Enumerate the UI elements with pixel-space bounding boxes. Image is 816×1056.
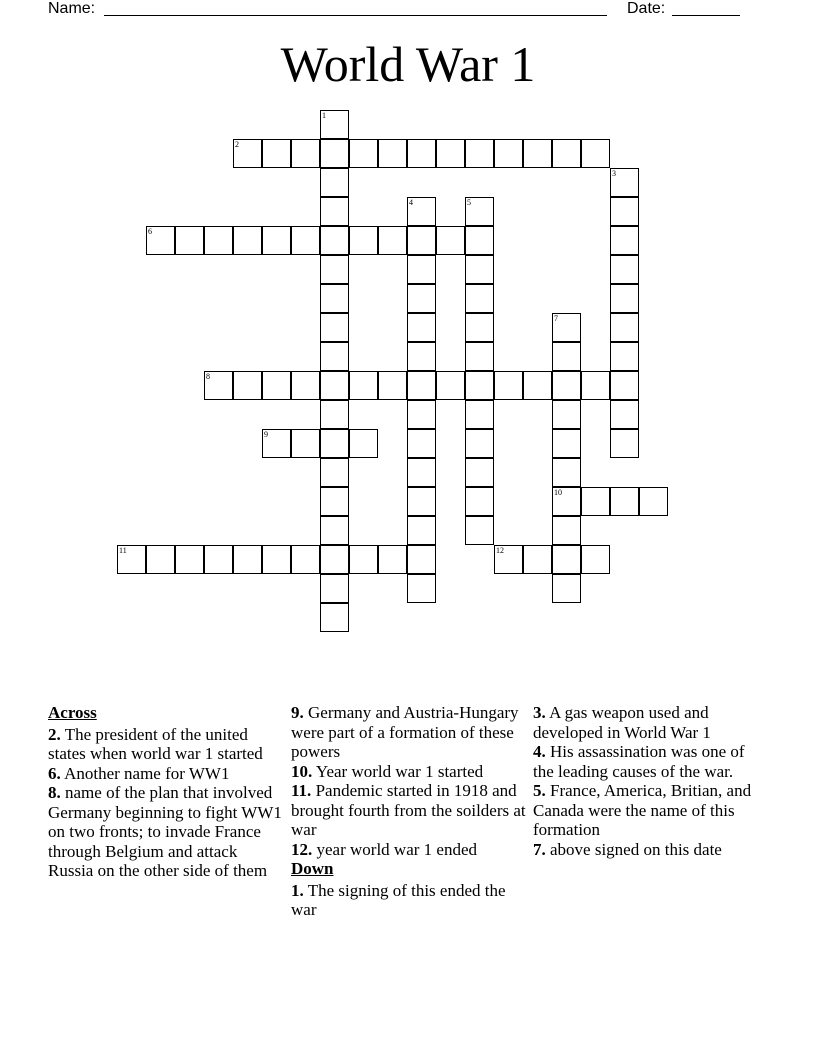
clue-number-label: 3 bbox=[612, 169, 616, 178]
clue-across-9 bbox=[291, 703, 527, 762]
clue-number-label: 9 bbox=[264, 430, 268, 439]
clue-number: 2. bbox=[48, 724, 61, 744]
clue-number: 11. bbox=[291, 781, 312, 800]
crossword-cell[interactable] bbox=[320, 139, 349, 168]
clue-number: 12. bbox=[291, 839, 313, 859]
crossword-cell[interactable] bbox=[233, 226, 262, 255]
clue-number-label: 7 bbox=[554, 314, 558, 323]
clue-across-2 bbox=[48, 725, 284, 764]
crossword-cell[interactable] bbox=[378, 226, 407, 255]
clue-number-label: 11 bbox=[119, 546, 127, 555]
crossword-cell[interactable] bbox=[494, 371, 523, 400]
crossword-cell[interactable] bbox=[175, 226, 204, 255]
crossword-cell[interactable] bbox=[407, 342, 436, 371]
crossword-cell[interactable] bbox=[465, 342, 494, 371]
crossword-cell[interactable] bbox=[320, 429, 349, 458]
crossword-cell[interactable] bbox=[407, 458, 436, 487]
crossword-cell[interactable] bbox=[610, 255, 639, 284]
crossword-cell[interactable] bbox=[407, 226, 436, 255]
crossword-cell[interactable] bbox=[262, 226, 291, 255]
crossword-cell[interactable] bbox=[233, 545, 262, 574]
crossword-cell[interactable] bbox=[349, 371, 378, 400]
clue-number: 8. bbox=[48, 783, 61, 802]
crossword-cell[interactable] bbox=[320, 342, 349, 371]
crossword-cell[interactable] bbox=[407, 574, 436, 603]
clue-across-12 bbox=[291, 840, 527, 860]
clue-number-label: 10 bbox=[554, 488, 562, 497]
clue-across-10 bbox=[291, 762, 527, 782]
clue-across-8 bbox=[48, 783, 284, 881]
clue-number-label: 1 bbox=[322, 111, 326, 120]
crossword-cell[interactable] bbox=[349, 429, 378, 458]
crossword-cell[interactable] bbox=[320, 516, 349, 545]
down-heading: Down bbox=[291, 859, 334, 878]
crossword-cell[interactable] bbox=[262, 545, 291, 574]
crossword-cell[interactable] bbox=[349, 139, 378, 168]
crossword-cell[interactable] bbox=[233, 371, 262, 400]
crossword-cell[interactable] bbox=[407, 313, 436, 342]
crossword-cell[interactable] bbox=[436, 139, 465, 168]
crossword-cell[interactable] bbox=[523, 371, 552, 400]
crossword-cell[interactable] bbox=[610, 487, 639, 516]
crossword-cell[interactable] bbox=[407, 371, 436, 400]
crossword-cell[interactable] bbox=[610, 197, 639, 226]
crossword-cell[interactable] bbox=[465, 458, 494, 487]
crossword-cell[interactable] bbox=[465, 284, 494, 313]
crossword-cell[interactable] bbox=[552, 139, 581, 168]
crossword-cell[interactable] bbox=[494, 139, 523, 168]
name-label: Name: bbox=[48, 0, 96, 17]
clue-text: name of the plan that involved Germany beginning to fight WW1 on two fronts; to invade France through Belgium and attack Russia on the other side of them bbox=[48, 783, 282, 880]
crossword-cell[interactable] bbox=[581, 545, 610, 574]
crossword-cell[interactable] bbox=[610, 313, 639, 342]
crossword-cell[interactable] bbox=[320, 458, 349, 487]
crossword-cell[interactable] bbox=[465, 400, 494, 429]
crossword-cell[interactable] bbox=[320, 226, 349, 255]
clue-number-label: 5 bbox=[467, 198, 471, 207]
crossword-cell[interactable] bbox=[436, 226, 465, 255]
clues-column-1 bbox=[48, 703, 284, 881]
crossword-cell[interactable] bbox=[552, 313, 581, 342]
crossword-cell[interactable] bbox=[320, 487, 349, 516]
clue-number: 3. bbox=[533, 703, 546, 722]
crossword-cell[interactable] bbox=[262, 429, 291, 458]
crossword-cell[interactable] bbox=[320, 313, 349, 342]
clue-text: The signing of this ended the war bbox=[291, 880, 506, 919]
crossword-cell[interactable] bbox=[204, 226, 233, 255]
crossword-cell[interactable] bbox=[262, 139, 291, 168]
clue-number: 1. bbox=[291, 880, 304, 900]
clue-text: Year world war 1 started bbox=[315, 761, 484, 781]
crossword-cell[interactable] bbox=[552, 516, 581, 545]
crossword-cell[interactable] bbox=[291, 139, 320, 168]
crossword-cell[interactable] bbox=[378, 545, 407, 574]
crossword-cell[interactable] bbox=[581, 487, 610, 516]
clue-number-label: 12 bbox=[496, 546, 504, 555]
crossword-cell[interactable] bbox=[610, 168, 639, 197]
crossword-cell[interactable] bbox=[407, 284, 436, 313]
crossword-cell[interactable] bbox=[465, 487, 494, 516]
crossword-cell[interactable] bbox=[233, 139, 262, 168]
clue-text: Another name for WW1 bbox=[64, 763, 230, 783]
crossword-cell[interactable] bbox=[204, 371, 233, 400]
crossword-cell[interactable] bbox=[407, 429, 436, 458]
crossword-cell[interactable] bbox=[552, 371, 581, 400]
clue-number: 9. bbox=[291, 703, 304, 722]
crossword-cell[interactable] bbox=[407, 545, 436, 574]
crossword-cell[interactable] bbox=[523, 545, 552, 574]
clue-text: His assassination was one of the leading causes of the war. bbox=[533, 742, 745, 781]
clue-down-1 bbox=[291, 881, 527, 920]
clues-column-2 bbox=[291, 703, 527, 920]
crossword-cell[interactable] bbox=[552, 342, 581, 371]
crossword-cell[interactable] bbox=[320, 545, 349, 574]
crossword-cell[interactable] bbox=[552, 429, 581, 458]
crossword-cell[interactable] bbox=[639, 487, 668, 516]
crossword-cell[interactable] bbox=[581, 371, 610, 400]
crossword-cell[interactable] bbox=[465, 255, 494, 284]
crossword-cell[interactable] bbox=[320, 603, 349, 632]
clue-text: Germany and Austria-Hungary were part of a formation of these powers bbox=[291, 703, 519, 761]
crossword-cell[interactable] bbox=[320, 400, 349, 429]
crossword-cell[interactable] bbox=[407, 139, 436, 168]
crossword-cell[interactable] bbox=[436, 371, 465, 400]
crossword-cell[interactable] bbox=[291, 371, 320, 400]
crossword-cell[interactable] bbox=[581, 139, 610, 168]
crossword-cell[interactable] bbox=[146, 226, 175, 255]
crossword-cell[interactable] bbox=[552, 458, 581, 487]
crossword-cell[interactable] bbox=[146, 545, 175, 574]
clues-column-3 bbox=[533, 703, 769, 859]
crossword-cell[interactable] bbox=[407, 516, 436, 545]
crossword-cell[interactable] bbox=[320, 168, 349, 197]
crossword-cell[interactable] bbox=[465, 516, 494, 545]
crossword-cell[interactable] bbox=[320, 574, 349, 603]
clue-number-label: 6 bbox=[148, 227, 152, 236]
crossword-cell[interactable] bbox=[407, 197, 436, 226]
crossword-cell[interactable] bbox=[262, 371, 291, 400]
crossword-cell[interactable] bbox=[552, 545, 581, 574]
clue-number: 4. bbox=[533, 742, 546, 761]
crossword-cell[interactable] bbox=[465, 429, 494, 458]
crossword-cell[interactable] bbox=[465, 313, 494, 342]
clue-number: 6. bbox=[48, 763, 61, 783]
clue-number-label: 2 bbox=[235, 140, 239, 149]
crossword-cell[interactable] bbox=[320, 371, 349, 400]
crossword-cell[interactable] bbox=[175, 545, 204, 574]
clue-across-6 bbox=[48, 764, 284, 784]
crossword-cell[interactable] bbox=[465, 226, 494, 255]
clue-down-5 bbox=[533, 781, 769, 840]
crossword-cell[interactable] bbox=[407, 400, 436, 429]
crossword-cell[interactable] bbox=[552, 487, 581, 516]
crossword-cell[interactable] bbox=[291, 429, 320, 458]
crossword-cell[interactable] bbox=[320, 110, 349, 139]
crossword-cell[interactable] bbox=[117, 545, 146, 574]
clue-across-11 bbox=[291, 781, 527, 840]
crossword-cell[interactable] bbox=[407, 255, 436, 284]
crossword-cell[interactable] bbox=[523, 139, 552, 168]
page-title: World War 1 bbox=[280, 36, 536, 92]
crossword-cell[interactable] bbox=[552, 574, 581, 603]
clue-text: above signed on this date bbox=[550, 839, 722, 859]
clue-down-7 bbox=[533, 840, 769, 860]
crossword-cell[interactable] bbox=[610, 284, 639, 313]
clue-number: 10. bbox=[291, 761, 313, 781]
clue-number-label: 8 bbox=[206, 372, 210, 381]
clue-number: 5. bbox=[533, 781, 546, 800]
crossword-cell[interactable] bbox=[320, 197, 349, 226]
clue-text: The president of the united states when world war 1 started bbox=[48, 724, 263, 763]
crossword-cell[interactable] bbox=[610, 429, 639, 458]
crossword-cell[interactable] bbox=[610, 400, 639, 429]
crossword-cell[interactable] bbox=[610, 342, 639, 371]
crossword-cell[interactable] bbox=[349, 545, 378, 574]
clue-number: 7. bbox=[533, 839, 546, 859]
crossword-cell[interactable] bbox=[349, 226, 378, 255]
crossword-cell[interactable] bbox=[204, 545, 233, 574]
clue-text: year world war 1 ended bbox=[316, 839, 477, 859]
crossword-cell[interactable] bbox=[291, 226, 320, 255]
date-label: Date: bbox=[627, 0, 666, 17]
crossword-cell[interactable] bbox=[465, 139, 494, 168]
crossword-cell[interactable] bbox=[407, 487, 436, 516]
crossword-cell[interactable] bbox=[610, 371, 639, 400]
clue-text: Pandemic started in 1918 and brought fourth from the soilders at war bbox=[291, 781, 526, 839]
crossword-cell[interactable] bbox=[465, 371, 494, 400]
crossword-cell[interactable] bbox=[465, 197, 494, 226]
crossword-cell[interactable] bbox=[378, 371, 407, 400]
clue-text: A gas weapon used and developed in World War 1 bbox=[533, 703, 711, 742]
across-heading: Across bbox=[48, 703, 97, 722]
crossword-cell[interactable] bbox=[320, 255, 349, 284]
crossword-cell[interactable] bbox=[552, 400, 581, 429]
clue-down-4 bbox=[533, 742, 769, 781]
crossword-cell[interactable] bbox=[610, 226, 639, 255]
clue-down-3 bbox=[533, 703, 769, 742]
crossword-cell[interactable] bbox=[320, 284, 349, 313]
crossword-cell[interactable] bbox=[494, 545, 523, 574]
crossword-cell[interactable] bbox=[291, 545, 320, 574]
clue-number-label: 4 bbox=[409, 198, 413, 207]
crossword-cell[interactable] bbox=[378, 139, 407, 168]
clue-text: France, America, Britian, and Canada were the name of this formation bbox=[533, 781, 752, 839]
